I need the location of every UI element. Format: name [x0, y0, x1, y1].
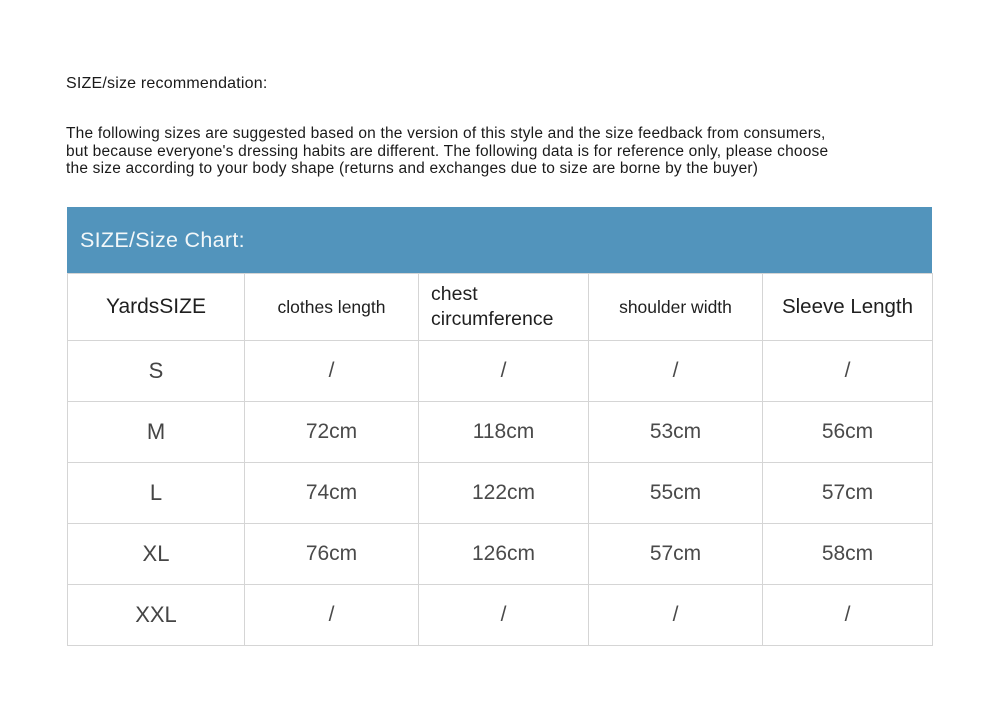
- description-line: The following sizes are suggested based on the version of this style and the size feedback from consumers,: [66, 125, 826, 142]
- measurement-cell: /: [419, 585, 589, 646]
- size-label-cell: L: [68, 463, 245, 524]
- description-line: the size according to your body shape (returns and exchanges due to size are borne by the buyer): [66, 160, 759, 177]
- column-header-sleeve-length: Sleeve Length: [763, 274, 933, 341]
- size-table: [67, 273, 933, 646]
- table-row: [68, 341, 933, 402]
- measurement-cell: 118cm: [419, 402, 589, 463]
- measurement-cell: /: [763, 585, 933, 646]
- column-header-clothes-length: clothes length: [245, 274, 419, 341]
- measurement-cell: 72cm: [245, 402, 419, 463]
- size-table-body: [68, 341, 933, 646]
- measurement-cell: 55cm: [589, 463, 763, 524]
- description-line: but because everyone's dressing habits are different. The following data is for reference only, please choose: [66, 142, 829, 160]
- table-row: [68, 524, 933, 585]
- column-header-chest-circumference: chest circumference: [419, 274, 589, 341]
- measurement-cell: 57cm: [763, 463, 933, 524]
- size-chart-title-bar: [67, 207, 932, 273]
- measurement-cell: /: [589, 585, 763, 646]
- measurement-cell: /: [589, 341, 763, 402]
- table-row: [68, 463, 933, 524]
- measurement-cell: /: [763, 341, 933, 402]
- measurement-cell: 56cm: [763, 402, 933, 463]
- size-label-cell: XL: [68, 524, 245, 585]
- measurement-cell: 53cm: [589, 402, 763, 463]
- measurement-cell: /: [245, 341, 419, 402]
- size-recommendation-text: [66, 125, 828, 178]
- size-label-cell: M: [68, 402, 245, 463]
- size-chart-title: SIZE/Size Chart:: [80, 227, 245, 252]
- measurement-cell: 76cm: [245, 524, 419, 585]
- table-row: [68, 402, 933, 463]
- table-row: [68, 585, 933, 646]
- size-recommendation-heading: SIZE/size recommendation:: [66, 75, 268, 92]
- column-header-shoulder-width: shoulder width: [589, 274, 763, 341]
- measurement-cell: 57cm: [589, 524, 763, 585]
- measurement-cell: 74cm: [245, 463, 419, 524]
- header-row: [68, 274, 933, 341]
- measurement-cell: /: [419, 341, 589, 402]
- measurement-cell: 58cm: [763, 524, 933, 585]
- size-label-cell: S: [68, 341, 245, 402]
- size-chart-section: [67, 207, 932, 646]
- size-table-header: [68, 274, 933, 341]
- measurement-cell: 126cm: [419, 524, 589, 585]
- size-label-cell: XXL: [68, 585, 245, 646]
- column-header-size: YardsSIZE: [68, 274, 245, 341]
- measurement-cell: 122cm: [419, 463, 589, 524]
- measurement-cell: /: [245, 585, 419, 646]
